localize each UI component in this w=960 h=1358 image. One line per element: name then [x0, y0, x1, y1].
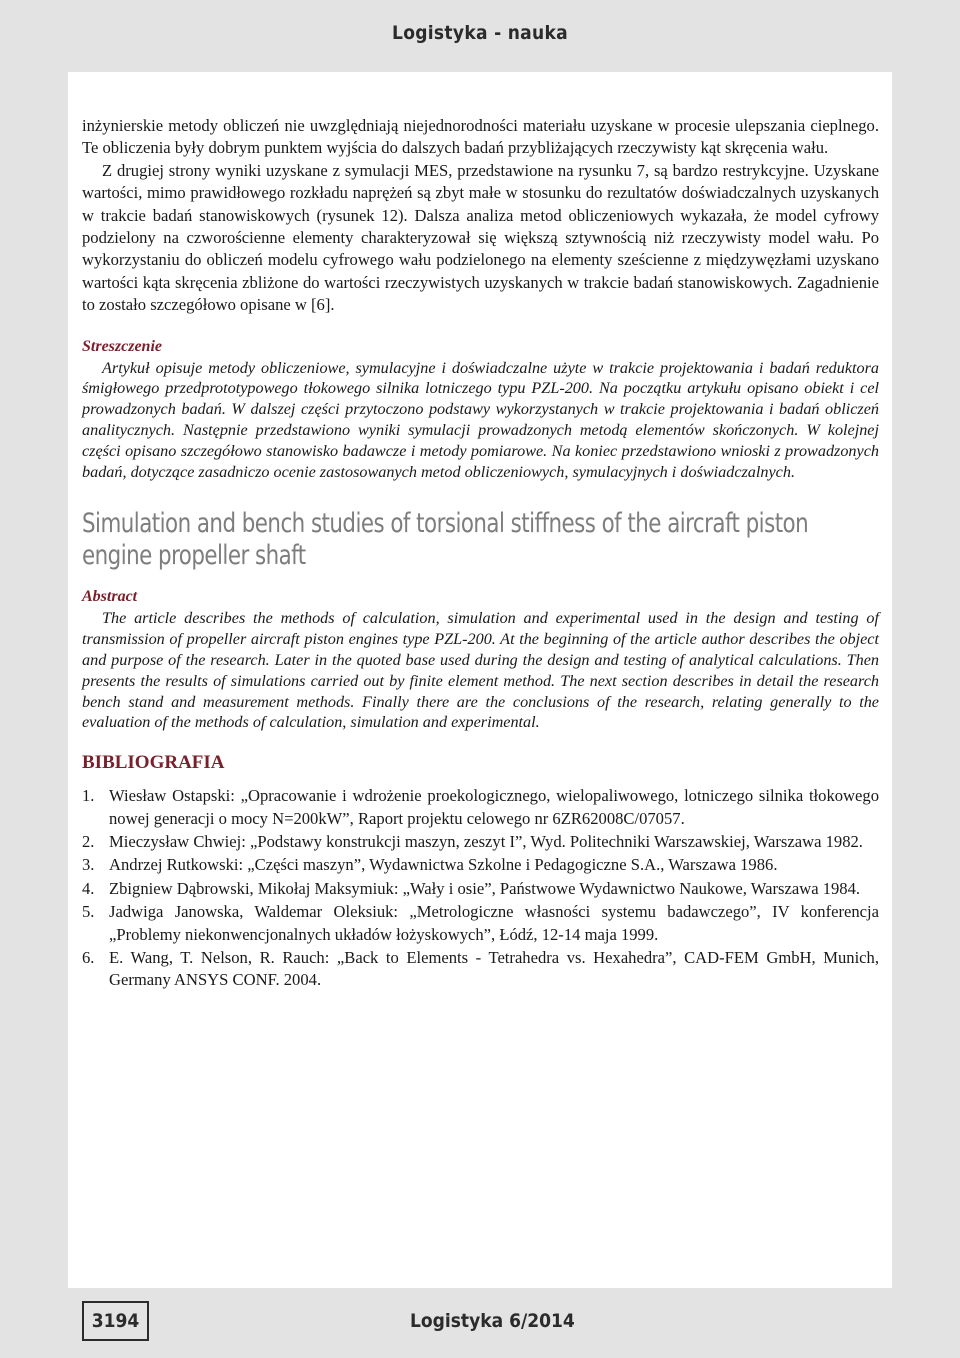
bibliography-item-number: 6. [82, 948, 95, 968]
bibliography-item-text: E. Wang, T. Nelson, R. Rauch: „Back to Elements - Tetrahedra vs. Hexahedra”, CAD-FEM GmbH, Munich, Germany ANSYS CONF. 2004. [109, 948, 879, 990]
bibliography-item [82, 831, 879, 853]
bibliography-item [82, 947, 879, 992]
bibliography-item [82, 785, 879, 830]
bibliography-item [82, 854, 879, 876]
bibliography-heading: BIBLIOGRAFIA [82, 752, 225, 774]
bibliography-item-text: Mieczysław Chwiej: „Podstawy konstrukcji maszyn, zeszyt I”, Wyd. Politechniki Warszawskiej, Warszawa 1982. [109, 832, 863, 852]
body-paragraph-2: Z drugiej strony wyniki uzyskane z symulacji MES, przedstawione na rysunku 7, są bardzo restrykcyjne. Uzyskane wartości, mimo prawidłowego rozkładu naprężeń są zbyt małe w stosunku do rezultatów doświadczalnych uzyskanych w trakcie badań stanowiskowych (rysunek 12). Dalsza analiza metod obliczeniowych wykazała, że model cyfrowy podzielony na czworościenne elementy charakteryzował się większą sztywnością niż rzeczywisty model wału. Po wykorzystaniu do obliczeń modelu cyfrowego wału podzielonego na elementy sześcienne z międzywęzłami uzyskano wartości kąta skręcenia zbliżone do wartości rzeczywistych uzyskanych w trakcie badań stanowiskowych. Zagadnienie to zostało szczegółowo opisane w [6]. [82, 160, 879, 315]
bibliography-item-text: Andrzej Rutkowski: „Części maszyn”, Wydawnictwa Szkolne i Pedagogiczne S.A., Warszawa 1986. [109, 855, 778, 875]
bibliography-item-number: 5. [82, 902, 95, 922]
bibliography-item-number: 3. [82, 855, 95, 875]
bibliography-item-number: 2. [82, 832, 95, 852]
body-paragraph-1: inżynierskie metody obliczeń nie uwzględniają niejednorodności materiału uzyskane w procesie ulepszania cieplnego. Te obliczenia były dobrym punktem wyjścia do dalszych badań przybliżających rzeczywisty kąt skręcenia wału. [82, 116, 879, 158]
running-header: Logistyka - nauka [392, 22, 568, 44]
bibliography-item [82, 878, 879, 900]
page-number: 3194 [91, 1310, 140, 1332]
page-number-box [82, 1301, 149, 1341]
bibliography-item-text: Jadwiga Janowska, Waldemar Oleksiuk: „Metrologiczne własności systemu badawczego”, IV konferencja „Problemy niekonwencjonalnych układów łożyskowych”, Łódź, 12-14 maja 1999. [109, 902, 879, 944]
bibliography-item-number: 1. [82, 786, 95, 806]
bibliography-list [82, 785, 879, 992]
bibliography-item-text: Zbigniew Dąbrowski, Mikołaj Maksymiuk: „Wały i osie”, Państwowe Wydawnictwo Naukowe, Warszawa 1984. [109, 878, 861, 898]
bibliography-item-text: Wiesław Ostapski: „Opracowanie i wdrożenie proekologicznego, wielopaliwowego, lotniczego silnika tłokowego nowej generacji o mocy N=200kW”, Raport projektu celowego nr 6ZR62008C/07057. [109, 786, 879, 828]
english-title: Simulation and bench studies of torsional stiffness of the aircraft piston engine propeller shaft [82, 508, 809, 572]
bibliography-item [82, 901, 879, 946]
bibliography-item-number: 4. [82, 878, 95, 898]
page-content [82, 115, 879, 993]
journal-issue: Logistyka 6/2014 [410, 1310, 575, 1332]
page-sheet [68, 72, 892, 1288]
streszczenie-label: Streszczenie [82, 337, 162, 355]
streszczenie-text: Artykuł opisuje metody obliczeniowe, symulacyjne i doświadczalne użyte w trakcie projektowania i badań reduktora śmigłowego przedprototypowego tłokowego silnika lotniczego typu PZL-200. Na początku artykułu opisano obiekt i cel prowadzonych badań. W dalszej części przytoczono podstawy wykorzystanych w trakcie projektowania i badań obliczeń analitycznych. Następnie przedstawiono wyniki symulacji prowadzonych metodą elementów skończonych. W kolejnej części opisano szczegółowo stanowisko badawcze i metody pomiarowe. Na koniec przedstawiono wnioski z prowadzonych badań, dotyczące zasadniczo ocenie zastosowanych metod obliczeniowych, symulacyjnych i doświadczalnych. [82, 358, 879, 481]
abstract-text: The article describes the methods of calculation, simulation and experimental used in the design and testing of transmission of propeller aircraft piston engines type PZL-200. At the beginning of the article author describes the object and purpose of the research. Later in the quoted base used during the design and testing of analytical calculations. Then presents the results of simulations carried out by finite element method. The next section describes in detail the research bench stand and measurement methods. Finally there are the conclusions of the research, relating generally to the evaluation of the methods of calculation, simulation and experimental. [82, 609, 879, 732]
abstract-label: Abstract [82, 588, 138, 606]
